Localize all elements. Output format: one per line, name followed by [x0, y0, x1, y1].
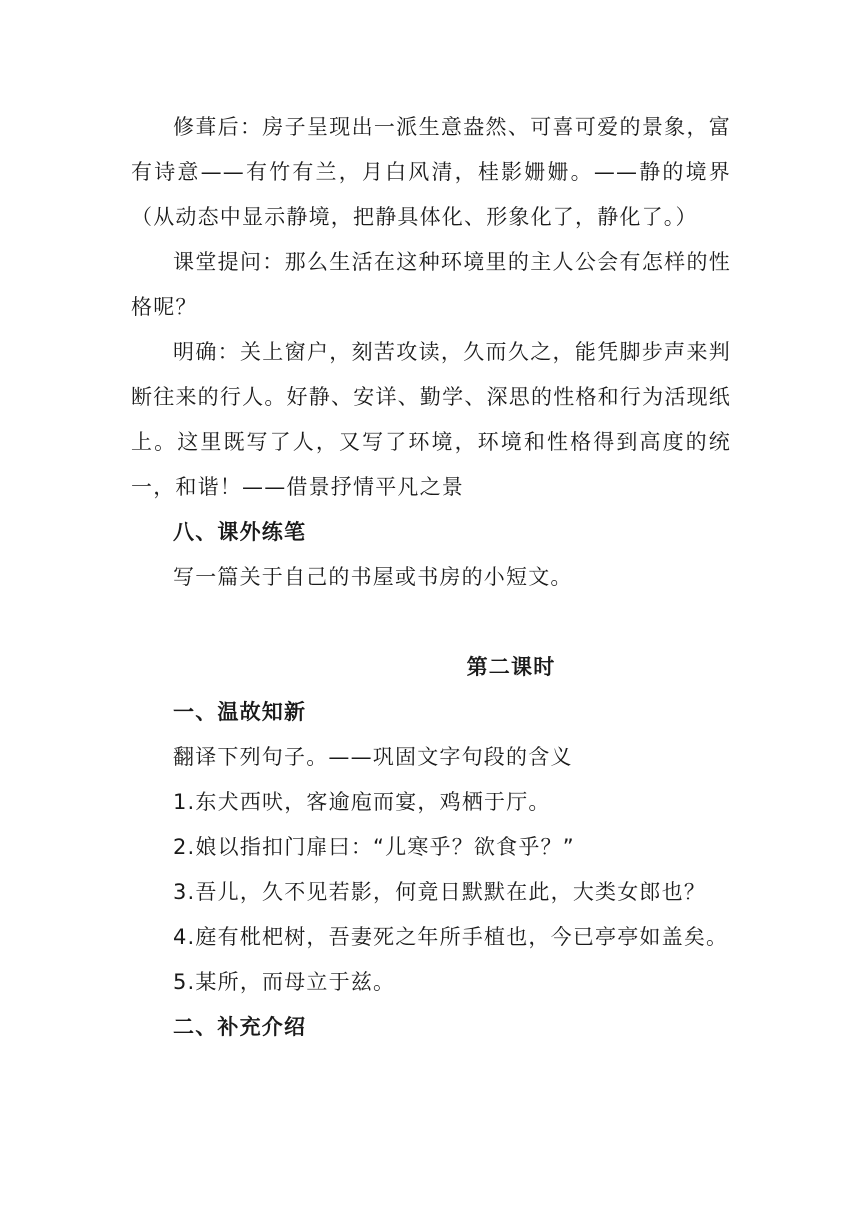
- sentence-item: 4.庭有枇杷树，吾妻死之年所手植也，今已亭亭如盖矣。: [173, 925, 729, 949]
- lesson-title: 第二课时: [466, 655, 556, 679]
- section-heading-extracurricular: 八、课外练笔: [173, 520, 307, 544]
- paragraph-after-renovation: 修葺后：房子呈现出一派生意盎然、可喜可爱的景象，富有诗意——有竹有兰，月白风清，桂影姗姗。——静的境界（从动态中显示静境，把静具体化、形象化了，静化了。）: [131, 115, 731, 229]
- section-heading-supplement: 二、补充介绍: [173, 1015, 307, 1039]
- sentence-item: 2.娘以指扣门扉曰：“儿寒乎？欲食乎？”: [173, 835, 575, 859]
- sentence-item: 3.吾儿，久不见若影，何竟日默默在此，大类女郎也？: [173, 880, 707, 904]
- sentence-item: 1.东犬西吠，客逾庖而宴，鸡栖于厅。: [173, 790, 551, 814]
- sentence-item: 5.某所，而母立于兹。: [173, 970, 396, 994]
- section-heading-review: 一、温故知新: [173, 700, 307, 724]
- paragraph-clarification: 明确：关上窗户，刻苦攻读，久而久之，能凭脚步声来判断往来的行人。好静、安详、勤学、深思的性格和行为活现纸上。这里既写了人，又写了环境，环境和性格得到高度的统一，和谐！——借景抒情平凡之景: [131, 340, 731, 499]
- paragraph-class-question: 课堂提问：那么生活在这种环境里的主人公会有怎样的性格呢？: [131, 250, 731, 319]
- paragraph-translate-intro: 翻译下列句子。——巩固文字句段的含义: [173, 745, 573, 769]
- paragraph-writing-task: 写一篇关于自己的书屋或书房的小短文。: [173, 565, 573, 589]
